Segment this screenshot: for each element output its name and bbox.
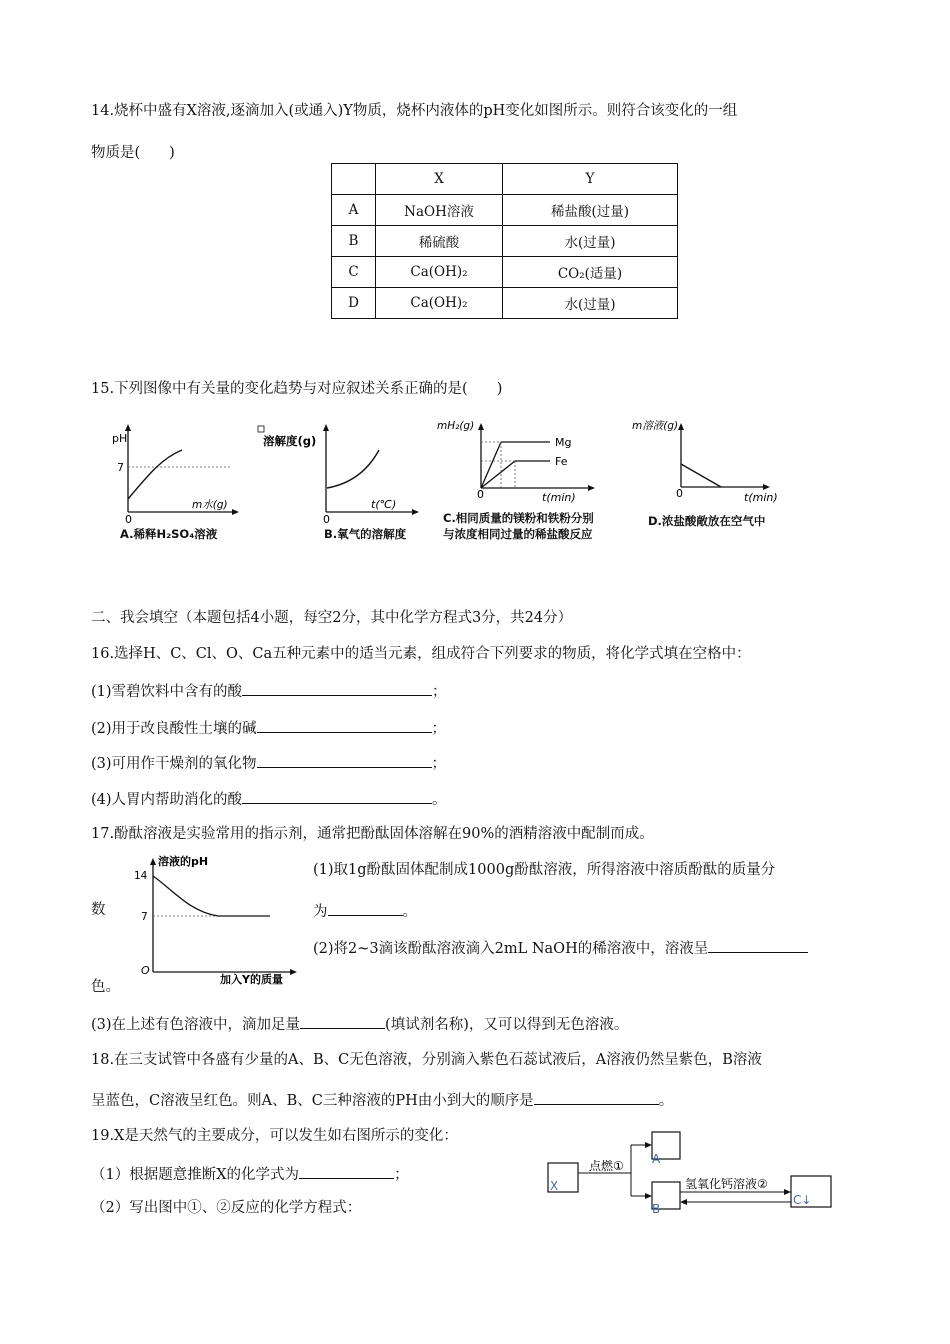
origin-label: 0 xyxy=(323,513,330,525)
q19-stem: 19.X是天然气的主要成分，可以发生如右图所示的变化： xyxy=(91,1128,458,1144)
label-a: A xyxy=(652,1152,661,1166)
table-cell: B xyxy=(332,226,376,257)
punctuation: 。 xyxy=(658,1093,674,1109)
y-axis-label: 溶液的pH xyxy=(158,855,209,868)
arrow-right-icon xyxy=(763,484,770,490)
origin-label: 0 xyxy=(477,488,484,501)
q17-part1-text: 为 xyxy=(313,904,328,920)
y-axis-label: 溶解度(g) xyxy=(263,434,317,448)
q15-figure-b xyxy=(255,420,430,525)
x-axis-label: 加入Y的质量 xyxy=(220,973,283,986)
line-fe xyxy=(481,461,515,488)
answer-blank[interactable] xyxy=(300,1013,385,1029)
x-axis-label: t(℃) xyxy=(371,498,397,511)
section-heading: 二、我会填空（本题包括4小题，每空2分，其中化学方程式3分，共24分） xyxy=(91,610,573,626)
q17-stem: 17.酚酞溶液是实验常用的指示剂，通常把酚酞固体溶解在90%的酒精溶液中配制而成。 xyxy=(91,826,654,842)
label-b: B xyxy=(652,1202,661,1216)
arrow-right-icon xyxy=(784,1189,791,1195)
y-axis-label: m溶液(g) xyxy=(632,420,679,432)
q15-figure-d xyxy=(628,415,788,505)
curve xyxy=(327,450,379,488)
curve xyxy=(128,450,182,499)
answer-blank[interactable] xyxy=(534,1089,659,1105)
answer-blank[interactable] xyxy=(242,680,432,696)
table-row xyxy=(332,288,678,319)
legend-series: Fe xyxy=(555,455,568,468)
arrow-up-icon xyxy=(125,424,131,431)
legend-series: Mg xyxy=(555,436,572,449)
q15-figure-a xyxy=(100,420,250,525)
q18-line1: 18.在三支试管中各盛有少量的A、B、C无色溶液，分别滴入紫色石蕊试液后，A溶液仍然呈紫色，B溶液 xyxy=(91,1052,762,1068)
table-cell: 水(过量) xyxy=(503,226,678,257)
q17-part1-line2 xyxy=(313,900,417,922)
q17-graph xyxy=(128,852,303,990)
y-axis-label: pH xyxy=(112,432,128,445)
answer-blank[interactable] xyxy=(328,900,403,916)
q17-part3 xyxy=(91,1013,628,1035)
q15-caption-a: A.稀释H₂SO₄溶液 xyxy=(120,527,218,541)
q19-part1 xyxy=(91,1163,409,1185)
q18-text: 呈蓝色，C溶液呈红色。则A、B、C三种溶液的PH由小到大的顺序是 xyxy=(91,1093,534,1109)
table-cell: 水(过量) xyxy=(503,288,678,319)
q17-part1-line1: (1)取1g酚酞固体配制成1000g酚酞溶液，所得溶液中溶质酚酞的质量分 xyxy=(313,862,776,878)
q17-part2-line1 xyxy=(313,937,808,959)
q17-part3-text: (3)在上述有色溶液中，滴加足量 xyxy=(91,1017,301,1033)
table-row xyxy=(332,226,678,257)
answer-blank[interactable] xyxy=(257,752,432,768)
reaction-2-label: 氢氧化钙溶液② xyxy=(685,1177,768,1191)
q16-item xyxy=(91,752,446,774)
table-cell: CO₂(适量) xyxy=(503,257,678,288)
answer-blank[interactable] xyxy=(242,788,432,804)
table-row xyxy=(332,195,678,226)
q15-caption-d: D.浓盐酸敞放在空气中 xyxy=(648,514,766,528)
x-axis-label: m水(g) xyxy=(192,499,228,511)
punctuation: ； xyxy=(394,1167,409,1183)
q17-part3-text: (填试剂名称)，又可以得到无色溶液。 xyxy=(385,1017,629,1033)
arrow-up-icon xyxy=(323,424,329,431)
q16-item xyxy=(91,717,446,739)
punctuation: 。 xyxy=(432,792,447,808)
punctuation: ； xyxy=(431,721,447,737)
table-row xyxy=(332,164,678,195)
q17-part1-left: 数 xyxy=(91,902,106,918)
q18-line2 xyxy=(91,1089,673,1111)
q16-item xyxy=(91,680,447,702)
table-cell: 稀盐酸(过量) xyxy=(503,195,678,226)
table-cell: 稀硫酸 xyxy=(376,226,503,257)
table-cell: C xyxy=(332,257,376,288)
q15-caption-c-line2: 与浓度相同过量的稀盐酸反应 xyxy=(443,527,593,541)
y-axis-label: mH₂(g) xyxy=(437,420,475,432)
answer-blank[interactable] xyxy=(708,937,808,953)
arrow-up-icon xyxy=(678,423,684,430)
table-cell: D xyxy=(332,288,376,319)
q15-stem: 15.下列图像中有关量的变化趋势与对应叙述关系正确的是( ) xyxy=(91,381,503,397)
x-axis-label: t(min) xyxy=(542,491,576,504)
q14-stem-line1: 14.烧杯中盛有X溶液,逐滴加入(或通入)Y物质，烧杯内液体的pH变化如图所示。则符合该变化的一组 xyxy=(91,103,738,119)
line-mg xyxy=(481,442,501,488)
reaction-1-label: 点燃① xyxy=(589,1159,624,1173)
punctuation: 。 xyxy=(402,904,417,920)
punctuation: ； xyxy=(432,684,447,700)
line xyxy=(681,464,721,487)
table-header-cell: Y xyxy=(503,164,678,195)
origin-label: 0 xyxy=(676,487,683,500)
origin-label: 0 xyxy=(125,513,132,525)
arrow-right-icon xyxy=(290,969,297,975)
y-tick-label: 7 xyxy=(141,911,148,923)
q17-part2-line2: 色。 xyxy=(91,979,120,995)
punctuation: ； xyxy=(431,756,447,772)
table-cell: NaOH溶液 xyxy=(376,195,503,226)
q19-part2: （2）写出图中①、②反应的化学方程式： xyxy=(91,1200,362,1216)
arrow-left-icon xyxy=(680,1199,687,1205)
y-tick-label: 14 xyxy=(134,870,148,882)
label-x: X xyxy=(550,1179,559,1193)
q19-reaction-diagram xyxy=(545,1128,840,1216)
x-axis-label: t(min) xyxy=(744,491,778,504)
arrow-right-icon xyxy=(588,485,595,491)
table-cell: Ca(OH)₂ xyxy=(376,288,503,319)
arrow-right-icon xyxy=(412,509,419,515)
q15-caption-b: B.氧气的溶解度 xyxy=(324,527,407,541)
label-c: C↓ xyxy=(793,1193,812,1207)
y-tick-label: 7 xyxy=(117,461,124,474)
q14-stem-line2: 物质是( ) xyxy=(91,145,175,161)
q15-caption-c-line1: C.相同质量的镁粉和铁粉分别 xyxy=(443,511,594,525)
arrow-right-icon xyxy=(232,509,239,515)
q16-item xyxy=(91,788,447,810)
arrow-up-icon xyxy=(150,858,156,865)
q17-part2-text: (2)将2~3滴该酚酞溶液滴入2mL NaOH的稀溶液中，溶液呈 xyxy=(313,941,709,957)
table-cell: Ca(OH)₂ xyxy=(376,257,503,288)
arrow-up-icon xyxy=(478,423,484,430)
q16-stem: 16.选择H、C、Cl、O、Ca五种元素中的适当元素，组成符合下列要求的物质，将化学式填在空格中： xyxy=(91,646,751,662)
checkbox-icon xyxy=(258,426,264,432)
table-header-cell xyxy=(332,164,376,195)
q15-figure-c xyxy=(437,415,612,505)
q16-item-text: (1)雪碧饮料中含有的酸 xyxy=(91,684,243,700)
arrow-right-icon xyxy=(645,1193,652,1199)
table-cell: A xyxy=(332,195,376,226)
origin-label: O xyxy=(141,964,150,977)
q16-item-text: (3)可用作干燥剂的氧化物 xyxy=(91,756,257,772)
curve xyxy=(153,876,270,916)
q14-table xyxy=(331,163,678,319)
arrow-right-icon xyxy=(645,1142,652,1148)
answer-blank[interactable] xyxy=(257,717,432,733)
q16-item-text: (2)用于改良酸性土壤的碱 xyxy=(91,721,257,737)
q16-item-text: (4)人胃内帮助消化的酸 xyxy=(91,792,243,808)
answer-blank[interactable] xyxy=(299,1163,394,1179)
table-header-cell: X xyxy=(376,164,503,195)
q19-text: （1）根据题意推断X的化学式为 xyxy=(91,1167,300,1183)
table-row xyxy=(332,257,678,288)
